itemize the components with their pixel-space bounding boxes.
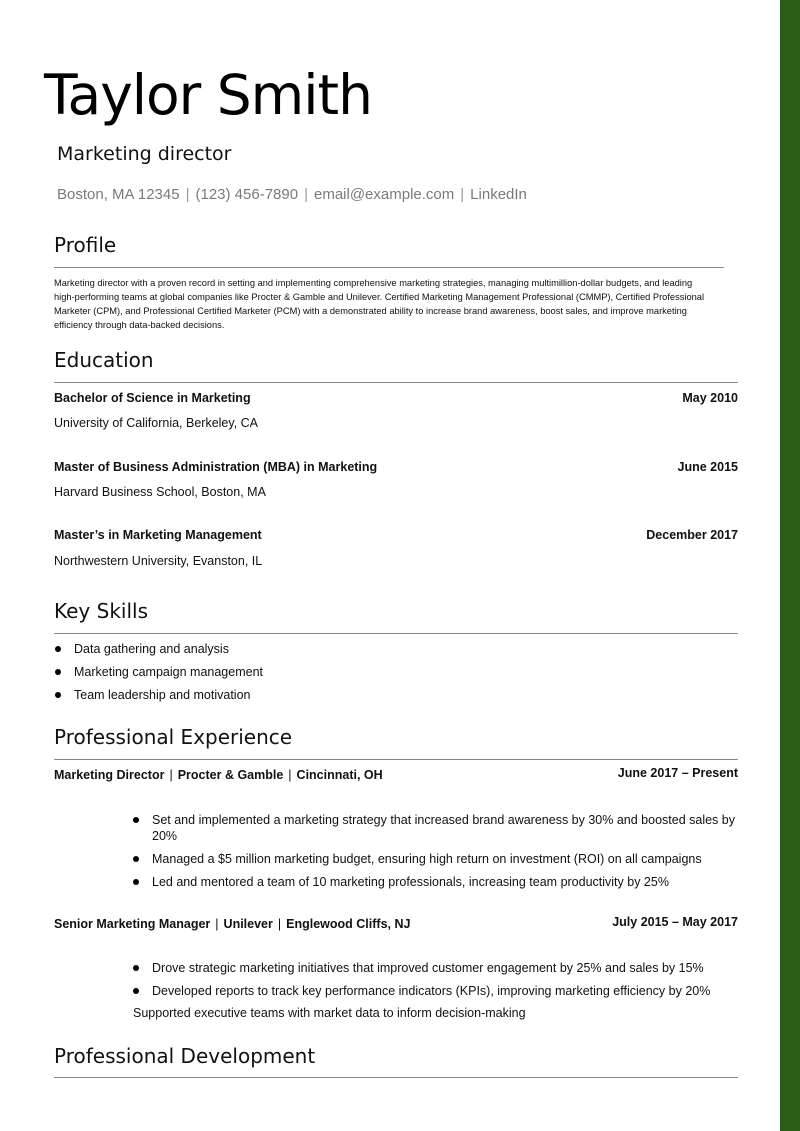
- contact-phone: (123) 456-7890: [195, 186, 299, 203]
- contact-address: Boston, MA 12345: [57, 186, 180, 203]
- skills-list: [54, 641, 714, 703]
- bullet-icon: [133, 965, 139, 971]
- education-entry: [54, 528, 738, 546]
- job-achievements: [133, 812, 738, 890]
- bullet-icon: [133, 817, 139, 823]
- job-dates: June 2017 – Present: [617, 766, 738, 780]
- education-entry: [54, 460, 738, 478]
- experience-divider: [54, 759, 738, 760]
- bullet-icon: [133, 988, 139, 994]
- pipe-separator: |: [169, 768, 173, 782]
- experience-heading: Professional Experience: [54, 725, 293, 749]
- degree-date: December 2017: [646, 528, 738, 542]
- school-name: University of California, Berkeley, CA: [54, 416, 259, 430]
- job-header: [54, 917, 738, 935]
- profile-divider: [54, 267, 724, 268]
- pipe-separator: |: [288, 768, 292, 782]
- job-company: Unilever: [223, 917, 273, 931]
- skill-item: [54, 687, 714, 703]
- profile-heading: Profile: [54, 233, 117, 257]
- contact-email[interactable]: email@example.com: [313, 186, 455, 203]
- job-dates: July 2015 – May 2017: [612, 915, 738, 929]
- pipe-separator: |: [277, 917, 282, 931]
- job-location: Cincinnati, OH: [296, 768, 383, 782]
- job-location: Englewood Cliffs, NJ: [286, 917, 411, 931]
- degree-date: May 2010: [682, 391, 738, 405]
- bullet-icon: [133, 879, 139, 885]
- education-divider: [54, 382, 738, 383]
- development-divider: [54, 1077, 738, 1078]
- contact-line: [57, 186, 527, 203]
- degree-date: June 2015: [677, 460, 738, 474]
- achievement-text: Led and mentored a team of 10 marketing professionals, increasing team productivity by 25%: [152, 875, 669, 889]
- job-company: Procter & Gamble: [177, 768, 284, 782]
- skill-text: Team leadership and motivation: [74, 688, 251, 702]
- job-title: Marketing Director: [54, 768, 165, 782]
- degree-title: Master’s in Marketing Management: [54, 528, 262, 542]
- candidate-role: Marketing director: [57, 143, 232, 165]
- job-achievements: [133, 960, 738, 999]
- contact-separator: |: [185, 186, 190, 203]
- achievement-item: [133, 983, 738, 999]
- candidate-name: Taylor Smith: [44, 63, 372, 127]
- achievement-text: Managed a $5 million marketing budget, ensuring high return on investment (ROI) on all campaigns: [152, 852, 702, 866]
- skill-item: [54, 641, 714, 657]
- skill-text: Marketing campaign management: [74, 665, 263, 679]
- accent-strip: [780, 0, 800, 1131]
- degree-title: Master of Business Administration (MBA) in Marketing: [54, 460, 378, 474]
- contact-linkedin[interactable]: LinkedIn: [470, 186, 527, 203]
- skill-text: Data gathering and analysis: [74, 642, 229, 656]
- pipe-separator: |: [215, 917, 219, 931]
- degree-title: Bachelor of Science in Marketing: [54, 391, 251, 405]
- school-name: Harvard Business School, Boston, MA: [54, 485, 266, 499]
- achievement-item: [133, 851, 738, 867]
- achievement-text: Developed reports to track key performance indicators (KPIs), improving marketing efficiency by 20%: [152, 984, 711, 998]
- bullet-icon: [55, 669, 61, 675]
- development-heading: Professional Development: [54, 1044, 316, 1068]
- job-heading: [54, 768, 383, 782]
- profile-summary: Marketing director with a proven record in setting and implementing comprehensive marketing strategies, managing multimillion-dollar budgets, and leading high-performing teams at global companies like Procter & Gamble and Unilever. Certified Marketing Management Professional (CMMP), Certified Professional Marketer (CPM), and Professional Certified Marketer (PCM) with a demonstrated ability to increase brand awareness, boost sales, and improve marketing efficiency through data-backed decisions.: [54, 278, 705, 330]
- skill-item: [54, 664, 714, 680]
- contact-separator: |: [304, 186, 308, 203]
- skills-heading: Key Skills: [54, 599, 148, 623]
- education-entry: [54, 391, 738, 409]
- bullet-icon: [55, 646, 61, 652]
- achievement-plain-line: Supported executive teams with market data to inform decision-making: [133, 1006, 526, 1020]
- achievement-item: [133, 812, 738, 844]
- skills-divider: [54, 633, 738, 634]
- job-heading: [54, 917, 410, 931]
- education-heading: Education: [54, 348, 154, 372]
- achievement-text: Drove strategic marketing initiatives that improved customer engagement by 25% and sales by 15%: [152, 961, 704, 975]
- achievement-text: Set and implemented a marketing strategy that increased brand awareness by 30% and boosted sales by 20%: [152, 813, 735, 843]
- bullet-icon: [55, 692, 61, 698]
- school-name: Northwestern University, Evanston, IL: [54, 554, 263, 568]
- achievement-item: [133, 874, 738, 890]
- achievement-item: [133, 960, 738, 976]
- job-header: [54, 768, 738, 786]
- contact-separator: |: [460, 186, 465, 203]
- job-title: Senior Marketing Manager: [54, 917, 211, 931]
- bullet-icon: [133, 856, 139, 862]
